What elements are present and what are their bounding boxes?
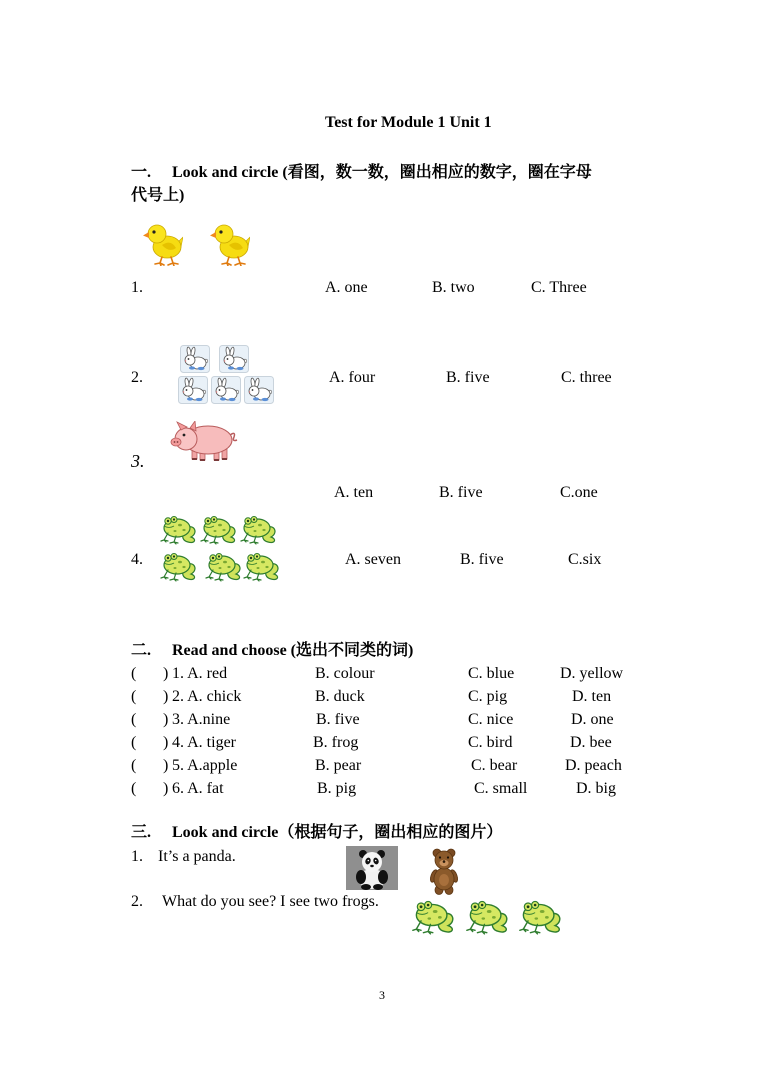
option-b: B. five xyxy=(316,711,360,728)
section1-heading-cont: 代号上) xyxy=(131,187,185,204)
q3-picture xyxy=(170,421,238,463)
section3-number: 三. xyxy=(131,824,152,841)
option-b: B. duck xyxy=(315,688,365,705)
s3-item2-number: 2. xyxy=(131,893,143,910)
option-d: D. bee xyxy=(570,734,612,751)
option-a: A. chick xyxy=(187,688,242,705)
choose-row-number: 6. xyxy=(172,780,184,797)
answer-paren-open: ( xyxy=(131,734,137,751)
answer-paren-open: ( xyxy=(131,665,137,682)
q4-option-b: B. five xyxy=(460,551,504,568)
answer-paren-close: ) xyxy=(163,734,169,751)
answer-paren-close: ) xyxy=(163,757,169,774)
option-b: B. pear xyxy=(315,757,362,774)
q4-number: 4. xyxy=(131,551,143,568)
q3-number: 3. xyxy=(131,451,145,471)
section2-number: 二. xyxy=(131,642,152,659)
choose-row-number: 5. xyxy=(172,757,184,774)
frog-icon xyxy=(200,511,238,545)
rabbit-icon xyxy=(180,345,210,373)
q2-number: 2. xyxy=(131,369,143,386)
choose-row-2-a xyxy=(172,687,241,707)
frog-icon xyxy=(408,895,460,935)
choose-row-1-a xyxy=(172,664,227,684)
choose-row-number: 3. xyxy=(172,711,184,728)
s3-item1-number: 1. xyxy=(131,848,143,865)
choose-row-6-a xyxy=(172,779,224,799)
answer-paren-open: ( xyxy=(131,757,137,774)
choose-row-number: 2. xyxy=(172,688,184,705)
option-b: B. pig xyxy=(317,780,357,797)
q2-option-c: C. three xyxy=(561,369,612,386)
frog-icon xyxy=(462,895,514,935)
frog-icon xyxy=(205,548,243,582)
page-title: Test for Module 1 Unit 1 xyxy=(325,114,492,131)
page-number: 3 xyxy=(379,988,385,1002)
choose-row-5-a xyxy=(172,756,237,776)
option-a: A. fat xyxy=(187,780,224,797)
choose-row-4-a xyxy=(172,733,236,753)
option-c: C. small xyxy=(474,780,528,797)
option-d: D. yellow xyxy=(560,665,624,682)
choose-row-3-a xyxy=(172,710,230,730)
s3-item2-pictures xyxy=(408,895,568,935)
pig-icon xyxy=(170,421,238,463)
rabbit-icon xyxy=(211,376,241,404)
frog-icon xyxy=(515,895,567,935)
option-c: C. bird xyxy=(468,734,513,751)
choose-row-number: 4. xyxy=(172,734,184,751)
rabbit-icon xyxy=(219,345,249,373)
q1-option-c: C. Three xyxy=(531,279,587,296)
option-d: D. ten xyxy=(572,688,612,705)
option-a: A. tiger xyxy=(187,734,236,751)
option-b: B. colour xyxy=(315,665,375,682)
choose-row-number: 1. xyxy=(172,665,184,682)
s3-item1-pictures xyxy=(346,846,462,895)
frog-icon xyxy=(243,548,281,582)
rabbit-icon xyxy=(178,376,208,404)
option-c: C. pig xyxy=(468,688,508,705)
option-d: D. big xyxy=(576,780,616,797)
q2-option-b: B. five xyxy=(446,369,490,386)
answer-paren-open: ( xyxy=(131,711,137,728)
bear-icon xyxy=(428,848,460,895)
option-a: A.nine xyxy=(187,711,231,728)
option-d: D. one xyxy=(571,711,614,728)
q4-picture xyxy=(160,511,282,583)
option-b: B. frog xyxy=(313,734,359,751)
section2-heading: Read and choose (选出不同类的词) xyxy=(172,642,414,659)
q4-option-a: A. seven xyxy=(345,551,401,568)
option-c: C. blue xyxy=(468,665,515,682)
q2-picture xyxy=(178,345,276,405)
option-d: D. peach xyxy=(565,757,622,774)
q3-option-b: B. five xyxy=(439,484,483,501)
option-c: C. nice xyxy=(468,711,514,728)
section1-number: 一. xyxy=(131,164,152,181)
s3-item1-sentence: It’s a panda. xyxy=(158,848,236,865)
rabbit-icon xyxy=(244,376,274,404)
q3-option-c: C.one xyxy=(560,484,598,501)
q2-option-a: A. four xyxy=(329,369,376,386)
q1-picture xyxy=(143,220,255,266)
answer-paren-close: ) xyxy=(163,780,169,797)
answer-paren-open: ( xyxy=(131,780,137,797)
chick-icon xyxy=(210,220,250,266)
q1-option-a: A. one xyxy=(325,279,368,296)
option-a: A.apple xyxy=(187,757,238,774)
chick-icon xyxy=(143,220,183,266)
frog-icon xyxy=(240,511,278,545)
section3-heading: Look and circle（根据句子，圈出相应的图片） xyxy=(172,824,503,841)
option-a: A. red xyxy=(187,665,228,682)
answer-paren-close: ) xyxy=(163,688,169,705)
q4-option-c: C.six xyxy=(568,551,602,568)
answer-paren-open: ( xyxy=(131,688,137,705)
answer-paren-close: ) xyxy=(163,711,169,728)
q1-option-b: B. two xyxy=(432,279,475,296)
frog-icon xyxy=(160,548,198,582)
s3-item2-sentence: What do you see? I see two frogs. xyxy=(162,893,379,910)
q3-option-a: A. ten xyxy=(334,484,374,501)
answer-paren-close: ) xyxy=(163,665,169,682)
frog-icon xyxy=(160,511,198,545)
q1-number: 1. xyxy=(131,279,143,296)
panda-icon xyxy=(346,846,398,890)
option-c: C. bear xyxy=(471,757,518,774)
section1-heading: Look and circle (看图，数一数，圈出相应的数字，圈在字母 xyxy=(172,164,592,181)
